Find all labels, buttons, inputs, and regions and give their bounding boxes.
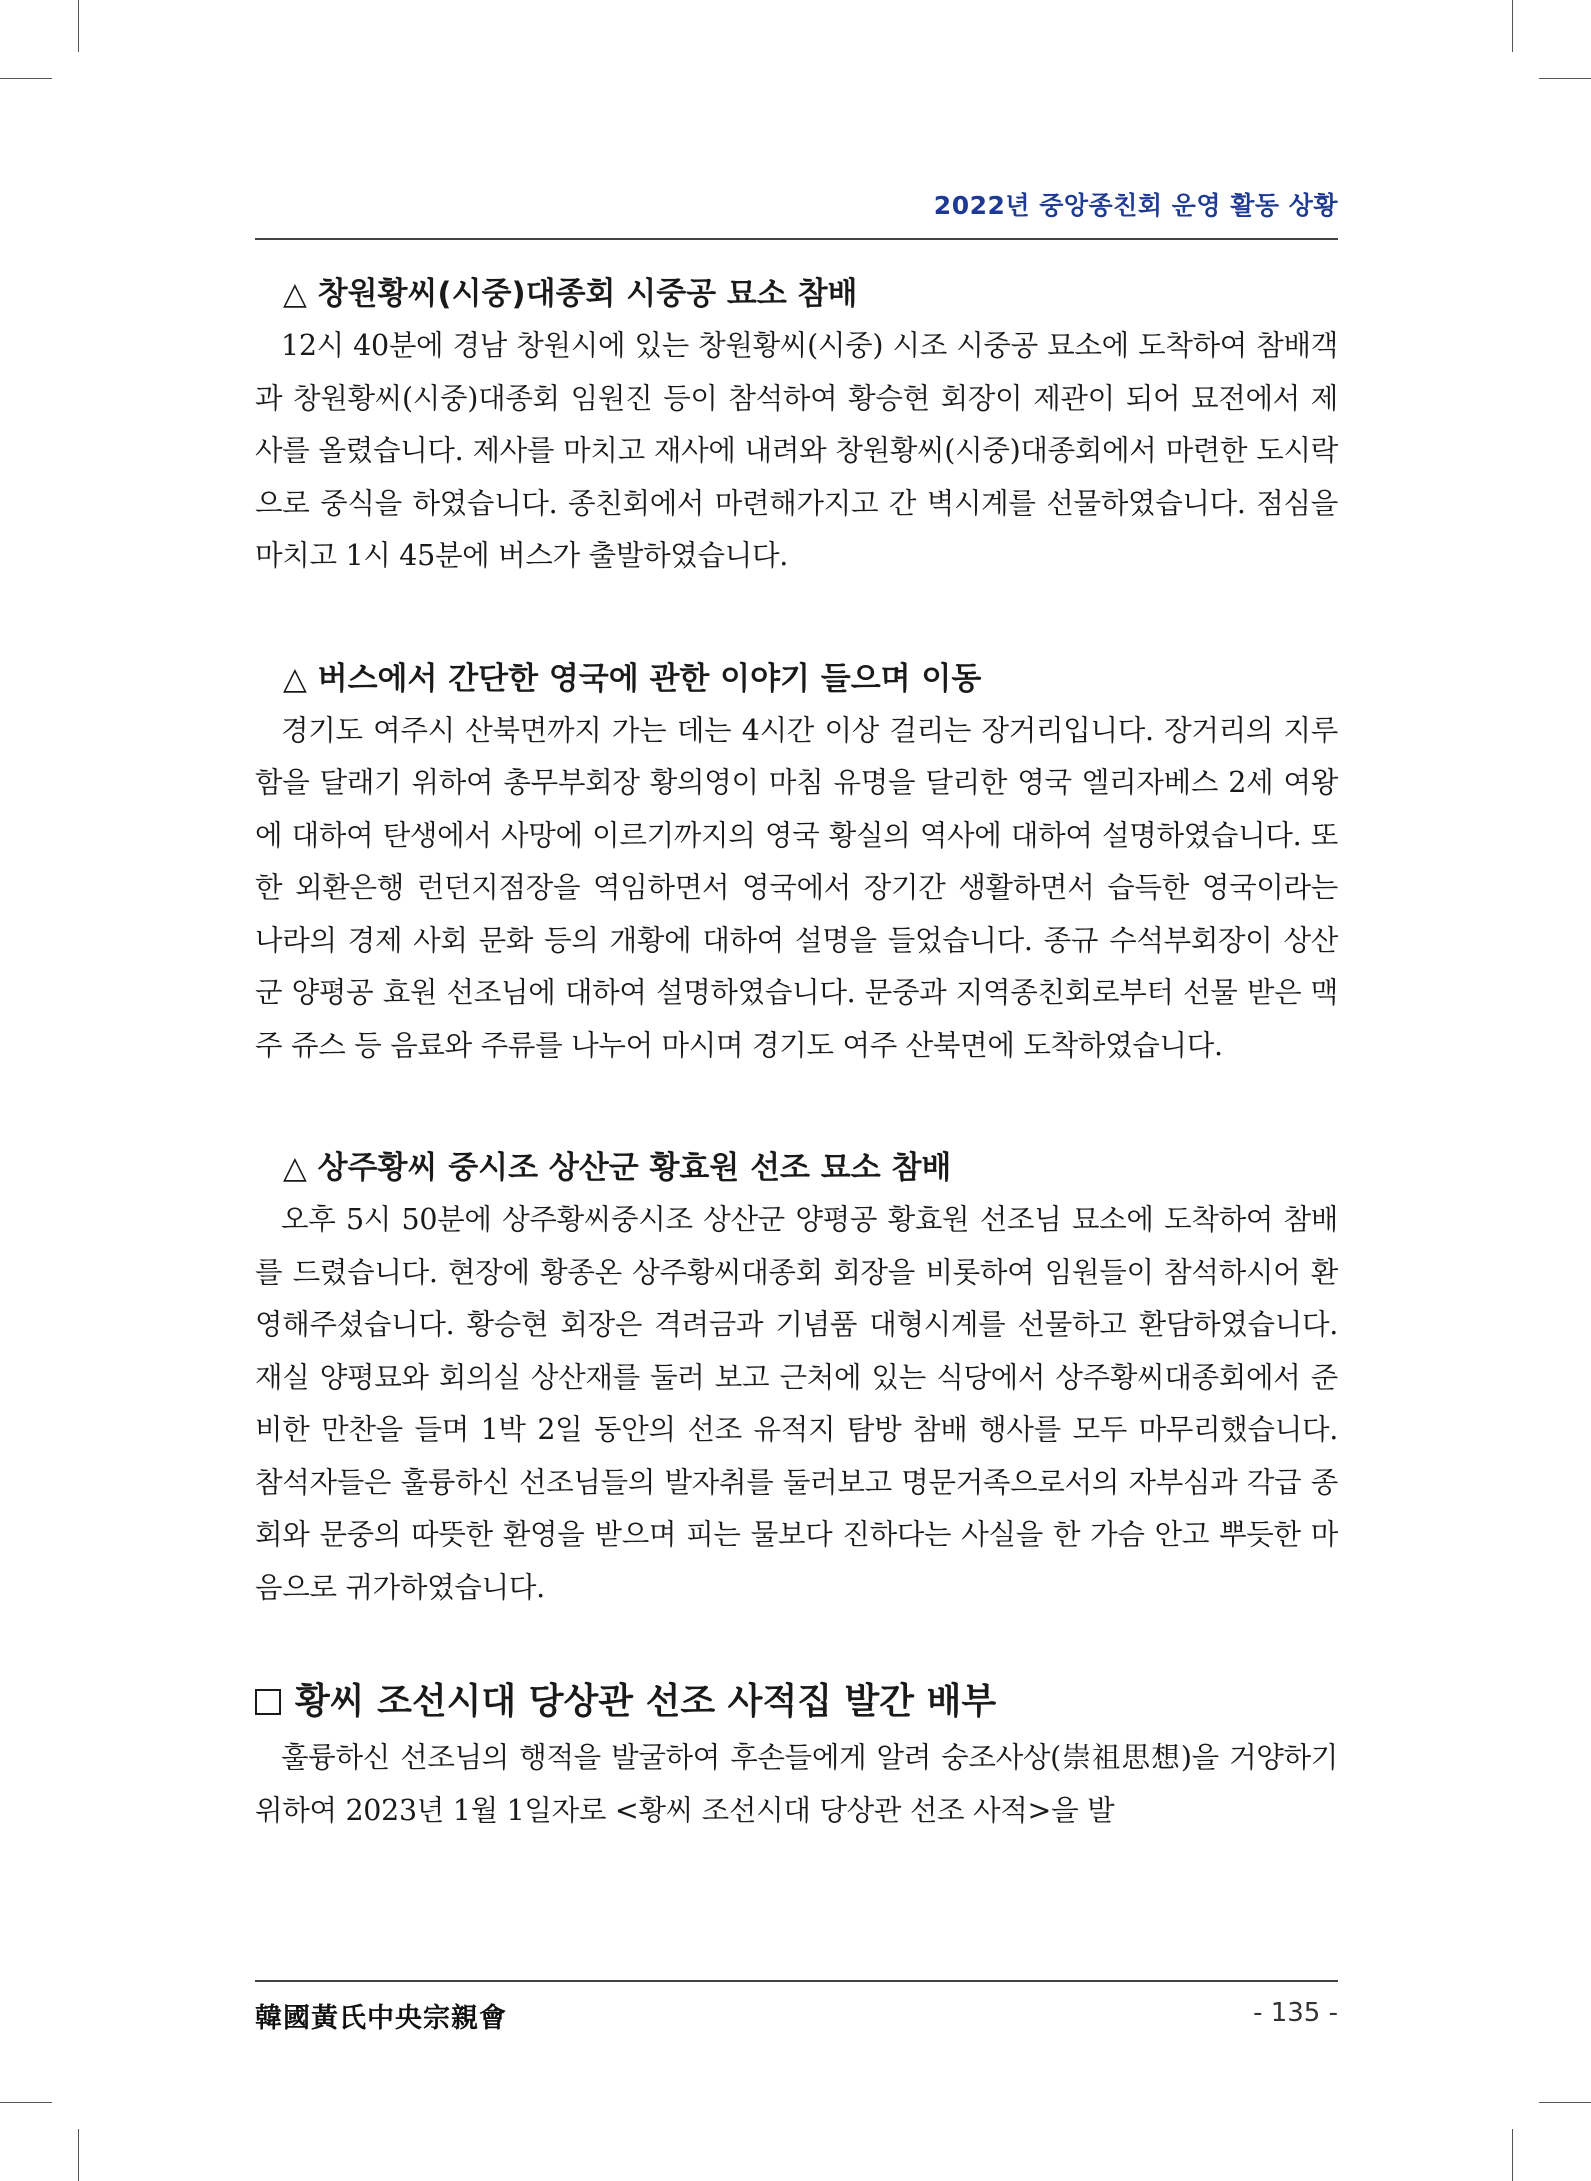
footer-divider: [255, 1980, 1338, 1982]
section-paragraph: 12시 40분에 경남 창원시에 있는 창원황씨(시중) 시조 시중공 묘소에 도착하여 참배객과 창원황씨(시중)대종회 임원진 등이 참석하여 황승현 회장이 제관이 되어 묘전에서 제사를 올렸습니다. 제사를 마치고 재사에 내려와 창원황씨(시중)대종회에서 마련한 도시락으로 중식을 하였습니다. 종친회에서 마련해가지고 간 벽시계를 선물하였습니다. 점심을 마치고 1시 45분에 버스가 출발하였습니다.: [255, 329, 1338, 572]
crop-mark: [1539, 78, 1591, 79]
section-heading: △ 버스에서 간단한 영국에 관한 이야기 들으며 이동: [283, 660, 982, 697]
crop-mark: [1539, 2102, 1591, 2103]
section-sangju-tomb-visit: [255, 1142, 1338, 1614]
section-bus-talk: [255, 653, 1338, 1073]
section-heading: △ 상주황씨 중시조 상산군 황효원 선조 묘소 참배: [283, 1150, 952, 1186]
header-divider: [255, 238, 1338, 240]
crop-mark: [78, 2129, 79, 2181]
crop-mark: [0, 2102, 52, 2103]
publisher-name: 韓國黃氏中央宗親會: [255, 2003, 507, 2034]
section-heading: △ 창원황씨(시중)대종회 시중공 묘소 참배: [283, 276, 858, 312]
square-bullet-icon: [255, 1689, 281, 1715]
section-paragraph: 훌륭하신 선조님의 행적을 발굴하여 후손들에게 알려 숭조사상(崇祖思想)을 거양하기 위하여 2023년 1월 1일자로 <황씨 조선시대 당상관 선조 사적>을 발: [255, 1741, 1338, 1827]
main-heading: [255, 1672, 1338, 1732]
crop-mark: [78, 0, 79, 52]
section-paragraph: 경기도 여주시 산북면까지 가는 데는 4시간 이상 걸리는 장거리입니다. 장거리의 지루함을 달래기 위하여 총무부회장 황의영이 마침 유명을 달리한 영국 엘리자베스 2세 여왕에 대하여 탄생에서 사망에 이르기까지의 영국 황실의 역사에 대하여 설명하였습니다. 또한 외환은행 런던지점장을 역임하면서 영국에서 장기간 생활하면서 습득한 영국이라는 나라의 경제 사회 문화 등의 개황에 대하여 설명을 들었습니다. 종규 수석부회장이 상산군 양평공 효원 선조님에 대하여 설명하였습니다. 문중과 지역종친회로부터 선물 받은 맥주 쥬스 등 음료와 주류를 나누어 마시며 경기도 여주 산북면에 도착하였습니다.: [255, 713, 1338, 1062]
section-changwon-tomb-visit: [255, 268, 1338, 583]
page-number: - 135 -: [1253, 1998, 1338, 2028]
crop-mark: [1512, 2129, 1513, 2181]
crop-mark: [0, 78, 52, 79]
body-text: [255, 268, 1338, 1837]
section-publication: [255, 1672, 1338, 1837]
crop-mark: [1512, 0, 1513, 52]
main-heading-text: 황씨 조선시대 당상관 선조 사적집 발간 배부: [295, 1681, 997, 1722]
running-header: 2022년 중앙종친회 운영 활동 상황: [933, 191, 1338, 220]
section-paragraph: 오후 5시 50분에 상주황씨중시조 상산군 양평공 황효원 선조님 묘소에 도착하여 참배를 드렸습니다. 현장에 황종온 상주황씨대종회 회장을 비롯하여 임원들이 참석하시어 환영해주셨습니다. 황승현 회장은 격려금과 기념품 대형시계를 선물하고 환담하였습니다. 재실 양평묘와 회의실 상산재를 둘러 보고 근처에 있는 식당에서 상주황씨대종회에서 준비한 만찬을 들며 1박 2일 동안의 선조 유적지 탐방 참배 행사를 모두 마무리했습니다. 참석자들은 훌륭하신 선조님들의 발자취를 둘러보고 명문거족으로서의 자부심과 각급 종회와 문중의 따뜻한 환영을 받으며 피는 물보다 진하다는 사실을 한 가슴 안고 뿌듯한 마음으로 귀가하였습니다.: [255, 1203, 1338, 1604]
